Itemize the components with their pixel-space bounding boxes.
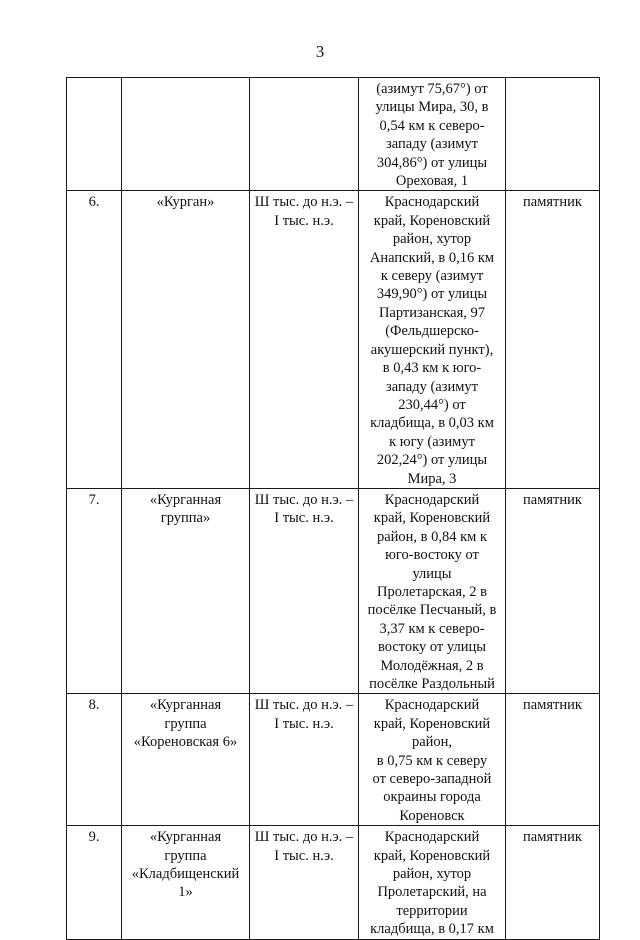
dating-cell: Ш тыс. до н.э. – I тыс. н.э. bbox=[250, 488, 359, 693]
object-name-cell: «Курганная группа «Кореновская 6» bbox=[122, 694, 250, 826]
row-number-cell: 7. bbox=[67, 488, 122, 693]
location-cell: Краснодарский край, Кореновский район, хутор Анапский, в 0,16 км к северу (азимут 349,90°) от улицы Партизанская, 97 (Фельдшерско- акушерский пункт), в 0,43 км к юго- западу (азимут 230,44°) от кладбища, в 0,03 км к югу (азимут 202,24°) от улицы Мира, 3 bbox=[359, 191, 506, 489]
category-cell: памятник bbox=[506, 694, 600, 826]
category-cell: памятник bbox=[506, 191, 600, 489]
dating-cell: Ш тыс. до н.э. – I тыс. н.э. bbox=[250, 191, 359, 489]
dating-cell bbox=[250, 78, 359, 191]
table-row bbox=[67, 694, 600, 826]
row-number-cell: 8. bbox=[67, 694, 122, 826]
location-cell: Краснодарский край, Кореновский район, в 0,84 км к юго-востоку от улицы Пролетарская, 2 в посёлке Песчаный, в 3,37 км к северо- востоку от улицы Молодёжная, 2 в посёлке Раздольный bbox=[359, 488, 506, 693]
table-row bbox=[67, 826, 600, 939]
object-name-cell: «Курган» bbox=[122, 191, 250, 489]
location-cell: Краснодарский край, Кореновский район, хутор Пролетарский, на территории кладбища, в 0,17 км bbox=[359, 826, 506, 939]
table-row bbox=[67, 191, 600, 489]
object-name-cell bbox=[122, 78, 250, 191]
row-number-cell: 6. bbox=[67, 191, 122, 489]
location-cell: Краснодарский край, Кореновский район, в 0,75 км к северу от северо-западной окраины города Кореновск bbox=[359, 694, 506, 826]
category-cell bbox=[506, 78, 600, 191]
location-cell: (азимут 75,67°) от улицы Мира, 30, в 0,54 км к северо- западу (азимут 304,86°) от улицы Ореховая, 1 bbox=[359, 78, 506, 191]
row-number-cell bbox=[67, 78, 122, 191]
table-row bbox=[67, 78, 600, 191]
object-name-cell: «Курганная группа» bbox=[122, 488, 250, 693]
table-row bbox=[67, 488, 600, 693]
heritage-registry-table bbox=[66, 77, 600, 940]
category-cell: памятник bbox=[506, 488, 600, 693]
page-number: 3 bbox=[315, 42, 325, 61]
category-cell: памятник bbox=[506, 826, 600, 939]
dating-cell: Ш тыс. до н.э. – I тыс. н.э. bbox=[250, 826, 359, 939]
row-number-cell: 9. bbox=[67, 826, 122, 939]
dating-cell: Ш тыс. до н.э. – I тыс. н.э. bbox=[250, 694, 359, 826]
object-name-cell: «Курганная группа «Кладбищенский 1» bbox=[122, 826, 250, 939]
